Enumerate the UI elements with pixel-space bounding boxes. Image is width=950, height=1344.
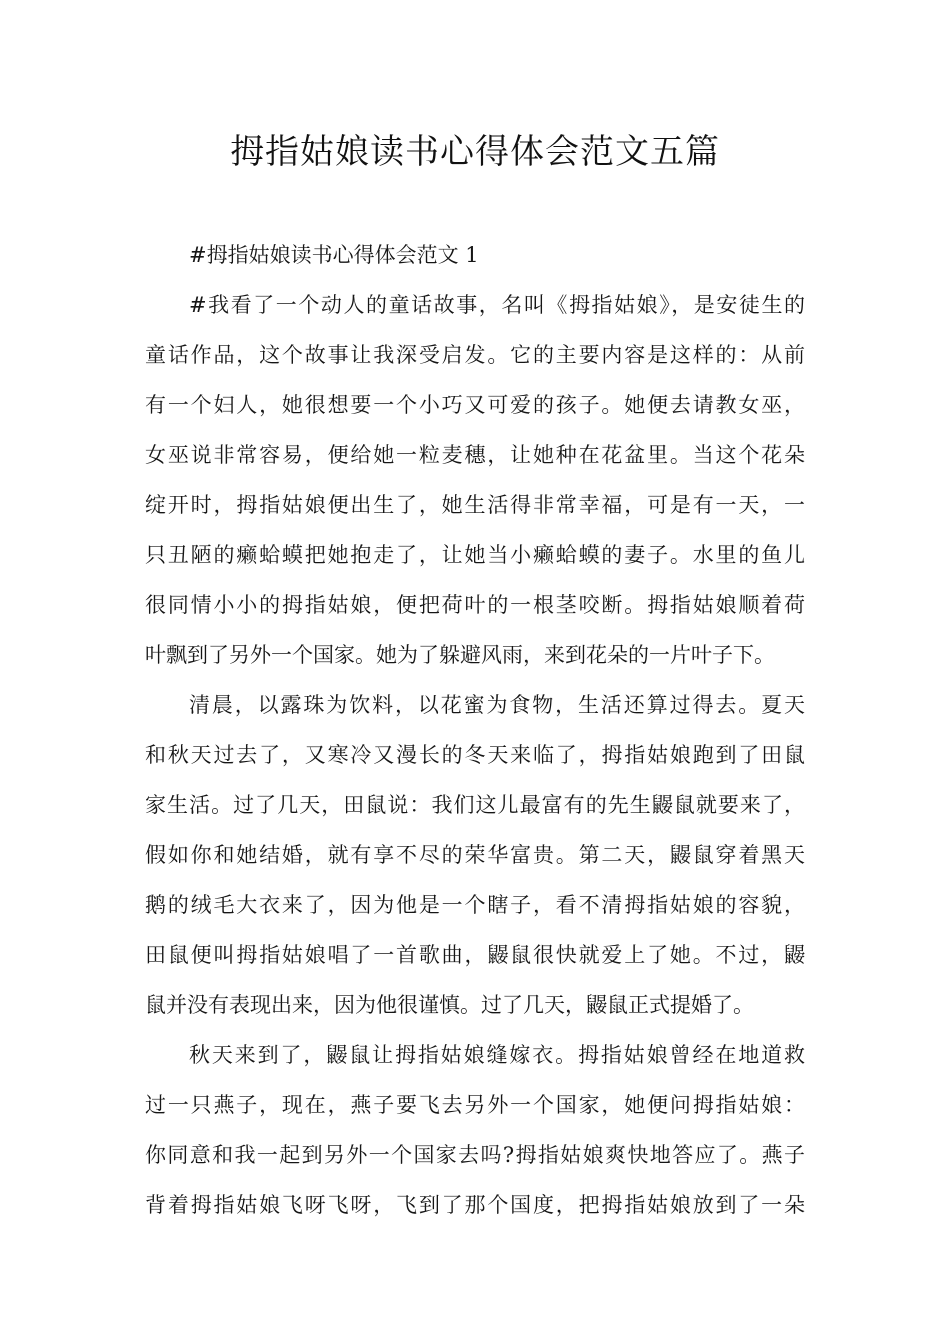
paragraph-line: 假如你和她结婚，就有享不尽的荣华富贵。第二天，鼹鼠穿着黑天 <box>145 843 805 867</box>
paragraph-line: 鹅的绒毛大衣来了，因为他是一个瞎子，看不清拇指姑娘的容貌， <box>145 893 805 917</box>
paragraph-line: 绽开时，拇指姑娘便出生了，她生活得非常幸福，可是有一天，一 <box>145 493 805 517</box>
paragraph-line: 和秋天过去了，又寒冷又漫长的冬天来临了，拇指姑娘跑到了田鼠 <box>145 743 805 767</box>
paragraph-line: 只丑陋的癞蛤蟆把她抱走了，让她当小癞蛤蟆的妻子。水里的鱼儿 <box>145 543 805 567</box>
paragraph-line: #我看了一个动人的童话故事，名叫《拇指姑娘》，是安徒生的 <box>189 293 805 317</box>
document-title: 拇指姑娘读书心得体会范文五篇 <box>230 132 720 172</box>
paragraph-line: 有一个妇人，她很想要一个小巧又可爱的孩子。她便去请教女巫， <box>145 393 805 417</box>
paragraph-line: 很同情小小的拇指姑娘，便把荷叶的一根茎咬断。拇指姑娘顺着荷 <box>145 593 805 617</box>
paragraph-line: 田鼠便叫拇指姑娘唱了一首歌曲，鼹鼠很快就爱上了她。不过，鼹 <box>145 943 805 967</box>
paragraph-line: 秋天来到了，鼹鼠让拇指姑娘缝嫁衣。拇指姑娘曾经在地道救 <box>189 1043 805 1067</box>
paragraph-line: 背着拇指姑娘飞呀飞呀，飞到了那个国度，把拇指姑娘放到了一朵 <box>145 1193 805 1217</box>
paragraph-line: 童话作品，这个故事让我深受启发。它的主要内容是这样的：从前 <box>145 343 805 367</box>
document-body <box>145 230 805 1230</box>
paragraph-line: 清晨，以露珠为饮料，以花蜜为食物，生活还算过得去。夏天 <box>189 693 805 717</box>
paragraph-line: 你同意和我一起到另外一个国家去吗?拇指姑娘爽快地答应了。燕子 <box>145 1143 805 1167</box>
paragraph-line: 鼠并没有表现出来，因为他很谨慎。过了几天，鼹鼠正式提婚了。 <box>145 993 754 1017</box>
section-heading: #拇指姑娘读书心得体会范文 1 <box>189 243 479 267</box>
paragraph-line: 过一只燕子，现在，燕子要飞去另外一个国家，她便问拇指姑娘： <box>145 1093 805 1117</box>
paragraph-line: 叶飘到了另外一个国家。她为了躲避风雨，来到花朵的一片叶子下。 <box>145 643 775 667</box>
paragraph-line: 家生活。过了几天，田鼠说：我们这儿最富有的先生鼹鼠就要来了， <box>145 793 805 817</box>
paragraph-line: 女巫说非常容易，便给她一粒麦穗，让她种在花盆里。当这个花朵 <box>145 443 805 467</box>
